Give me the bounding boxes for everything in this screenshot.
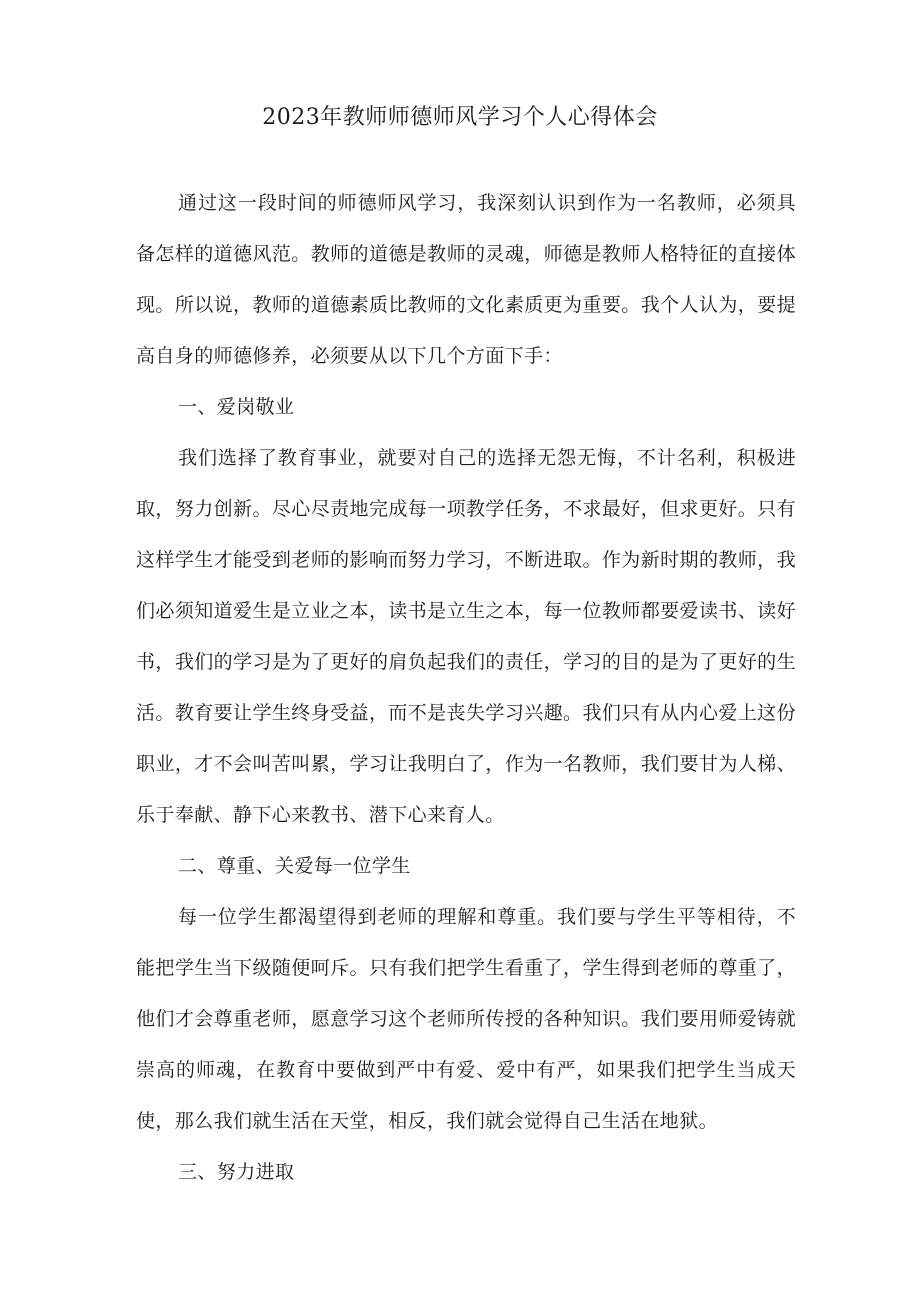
section-heading-3: 三、努力进取 xyxy=(178,1161,295,1183)
document-title: 2023年教师师德师风学习个人心得体会 xyxy=(262,105,658,130)
intro-paragraph: 通过这一段时间的师德师风学习，我深刻认识到作为一名教师，必须具备怎样的道德风范。教师的道德是教师的灵魂，师德是教师人格特征的直接体现。所以说，教师的道德素质比教师的文化素质更为重要。我个人认为，要提高自身的师德修养，必须要从以下几个方面下手： xyxy=(136,192,796,367)
section-heading-1: 一、爱岗敬业 xyxy=(178,396,295,418)
section-paragraph-2: 每一位学生都渴望得到老师的理解和尊重。我们要与学生平等相待，不能把学生当下级随便呵斥。只有我们把学生看重了，学生得到老师的尊重了，他们才会尊重老师，愿意学习这个老师所传授的各种知识。我们要用师爱铸就崇高的师魂，在教育中要做到严中有爱、爱中有严，如果我们把学生当成天使，那么我们就生活在天堂，相反，我们就会觉得自己生活在地狱。 xyxy=(136,906,796,1132)
section-heading-2: 二、尊重、关爱每一位学生 xyxy=(178,855,411,877)
section-paragraph-1: 我们选择了教育事业，就要对自己的选择无怨无悔，不计名利，积极进取，努力创新。尽心尽责地完成每一项教学任务，不求最好，但求更好。只有这样学生才能受到老师的影响而努力学习，不断进取。作为新时期的教师，我们必须知道爱生是立业之本，读书是立生之本，每一位教师都要爱读书、读好书，我们的学习是为了更好的肩负起我们的责任，学习的目的是为了更好的生活。教育要让学生终身受益，而不是丧失学习兴趣。我们只有从内心爱上这份职业，才不会叫苦叫累，学习让我明白了，作为一名教师，我们要甘为人梯、乐于奉献、静下心来教书、潜下心来育人。 xyxy=(136,447,796,826)
document-body xyxy=(136,178,796,1198)
